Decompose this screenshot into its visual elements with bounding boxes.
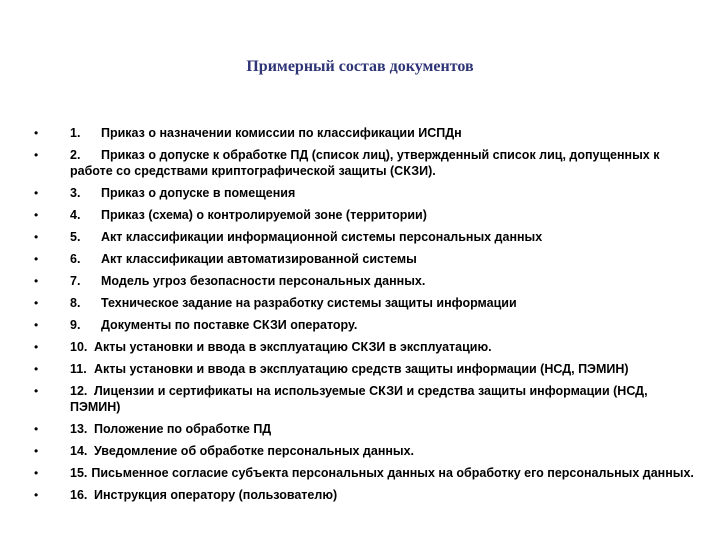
bullet-icon: • (34, 340, 39, 354)
item-number: 9. (70, 318, 81, 332)
list-item (34, 185, 694, 201)
item-number: 6. (70, 252, 81, 266)
list-item (34, 339, 694, 355)
list-item (34, 273, 694, 289)
bullet-icon: • (34, 296, 39, 310)
bullet-icon: • (34, 274, 39, 288)
bullet-icon: • (34, 208, 39, 222)
bullet-icon: • (34, 252, 39, 266)
list-item (34, 229, 694, 245)
item-number: 12. (70, 384, 88, 398)
item-number: 4. (70, 208, 81, 222)
item-text: Акты установки и ввода в эксплуатацию средств защиты информации (НСД, ПЭМИН) (94, 362, 629, 376)
item-text: Инструкция оператору (пользователю) (94, 488, 338, 502)
bullet-icon: • (34, 318, 39, 332)
item-text: Техническое задание на разработку системы защиты информации (101, 296, 517, 310)
item-number: 16. (70, 488, 88, 502)
item-number: 7. (70, 274, 81, 288)
bullet-icon: • (34, 488, 39, 502)
list-item (34, 147, 694, 179)
bullet-icon: • (34, 444, 39, 458)
bullet-icon: • (34, 384, 39, 398)
bullet-icon: • (34, 422, 39, 436)
item-text: Акт классификации информационной системы персональных данных (101, 230, 543, 244)
item-text: Акт классификации автоматизированной системы (101, 252, 417, 266)
item-text: Приказ о допуске к обработке ПД (список лиц), утвержденный список лиц, допущенных к работе со средствами криптографической защиты (СКЗИ). (70, 148, 660, 178)
item-number: 13. (70, 422, 88, 436)
bullet-icon: • (34, 186, 39, 200)
item-text: Приказ о допуске в помещения (101, 186, 296, 200)
item-text: Приказ о назначении комиссии по классификации ИСПДн (101, 126, 462, 140)
bullet-icon: • (34, 148, 39, 162)
item-number: 2. (70, 148, 81, 162)
document-list (34, 125, 694, 509)
list-item (34, 465, 694, 481)
bullet-icon: • (34, 230, 39, 244)
list-item (34, 443, 694, 459)
item-number: 1. (70, 126, 81, 140)
item-number: 3. (70, 186, 81, 200)
list-item (34, 317, 694, 333)
item-text: Письменное согласие субъекта персональных данных на обработку его персональных данных. (91, 466, 694, 480)
item-number: 14. (70, 444, 88, 458)
item-number: 10. (70, 340, 88, 354)
list-item (34, 125, 694, 141)
bullet-icon: • (34, 466, 39, 480)
bullet-icon: • (34, 126, 39, 140)
list-item (34, 251, 694, 267)
slide-title: Примерный состав документов (246, 58, 474, 75)
list-item (34, 421, 694, 437)
item-text: Приказ (схема) о контролируемой зоне (территории) (101, 208, 427, 222)
item-text: Лицензии и сертификаты на используемые СКЗИ и средства защиты информации (НСД, ПЭМИН) (70, 384, 648, 414)
item-text: Документы по поставке СКЗИ оператору. (101, 318, 358, 332)
item-number: 5. (70, 230, 81, 244)
item-number: 11. (70, 362, 87, 376)
list-item (34, 487, 694, 503)
list-item (34, 361, 694, 377)
item-number: 8. (70, 296, 81, 310)
item-text: Положение по обработке ПД (94, 422, 272, 436)
item-number: 15. (70, 466, 88, 480)
list-item (34, 207, 694, 223)
bullet-icon: • (34, 362, 39, 376)
list-item (34, 295, 694, 311)
item-text: Уведомление об обработке персональных данных. (94, 444, 415, 458)
item-text: Модель угроз безопасности персональных данных. (101, 274, 426, 288)
list-item (34, 383, 694, 415)
item-text: Акты установки и ввода в эксплуатацию СКЗИ в эксплуатацию. (94, 340, 492, 354)
